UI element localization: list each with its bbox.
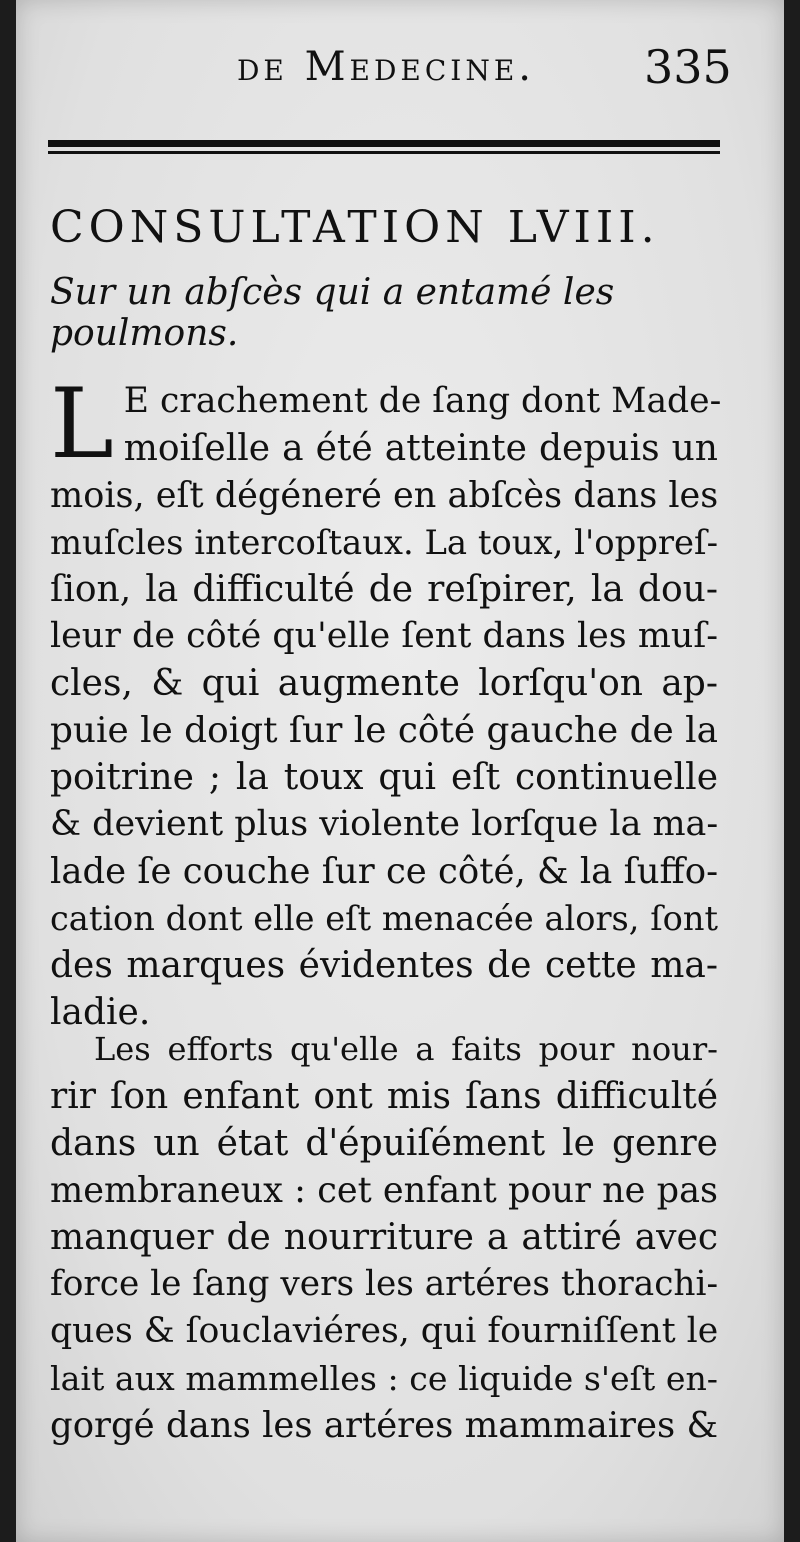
text-line: cles, & qui augmente lorſqu'on ap- [50, 663, 718, 704]
text-line: lade ſe couche ſur ce côté, & la ſuffo- [50, 851, 719, 892]
text-line: gorgé dans les artéres mammaires & [50, 1405, 718, 1446]
text-line: rir ſon enfant ont mis ſans difficulté [50, 1076, 718, 1117]
consultation-subtitle: Sur un abſcès qui a entamé les poulmons. [50, 272, 615, 354]
text-line: force le ſang vers les artéres thorachi- [50, 1264, 719, 1304]
text-line: poitrine ; la toux qui eſt continuelle [50, 757, 718, 798]
text-line: muſcles intercoſtaux. La toux, l'oppreſ- [50, 523, 718, 562]
text-line: moiſelle a été atteinte depuis un [123, 428, 718, 469]
paragraph-1 [50, 368, 722, 1036]
text-line: mois, eſt dégéneré en abſcès dans les [50, 475, 719, 516]
drop-cap: L [50, 368, 114, 480]
text-line: & devient plus violente lorſque la ma- [50, 804, 719, 844]
book-page [16, 0, 784, 1542]
text-line: manquer de nourriture a attiré avec [50, 1217, 718, 1258]
text-line: leur de côté qu'elle ſent dans les muſ- [50, 616, 718, 656]
text-line: ques & ſouclaviéres, qui fourniſſent le [50, 1311, 719, 1351]
text-line: E crachement de ſang dont Made- [123, 381, 722, 421]
text-line: dans un état d'épuiſément le genre [50, 1123, 718, 1164]
paragraph-2 [50, 1026, 718, 1449]
text-line: ladie. [50, 992, 151, 1033]
text-line: lait aux mammelles : ce liquide s'eſt en- [50, 1359, 718, 1398]
running-head: de Medecine. [236, 44, 536, 90]
header-rule [48, 140, 720, 154]
text-line: des marques évidentes de cette ma- [50, 945, 718, 986]
text-line: membraneux : cet enfant pour ne pas [50, 1170, 718, 1211]
text-line: Les efforts qu'elle a faits pour nour- [94, 1030, 718, 1068]
text-line: puie le doigt ſur le côté gauche de la [50, 710, 718, 751]
text-line: cation dont elle eſt menacée alors, ſont [50, 899, 718, 938]
consultation-title: CONSULTATION LVIII. [50, 202, 660, 253]
text-line: ſion, la difficulté de reſpirer, la dou- [50, 569, 718, 610]
page-number: 335 [644, 40, 732, 94]
